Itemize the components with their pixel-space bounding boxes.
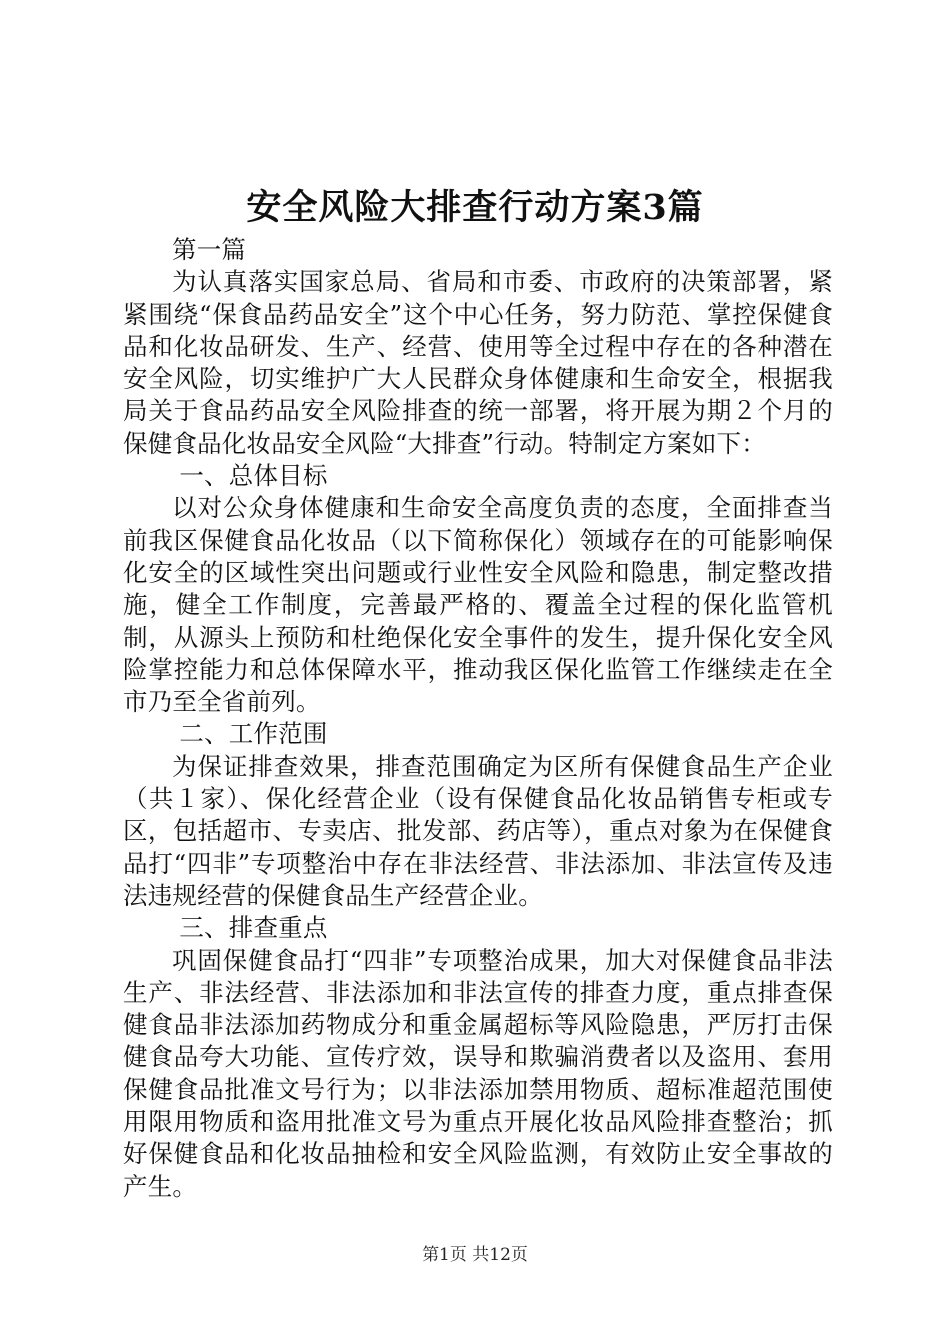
part-label: 第一篇 xyxy=(172,235,247,264)
section-heading-goal: 一、总体目标 xyxy=(179,461,328,491)
paragraph-goal: 以对公众身体健康和生命安全高度负责的态度，全面排查当前我区保健食品化妆品（以下简称保化）领域存在的可能影响保化安全的区域性突出问题或行业性安全风险和隐患，制定整改措施，健全工作制度，完善最严格的、覆盖全过程的保化监管机制，从源头上预防和杜绝保化安全事件的发生，提升保化安全风险掌控能力和总体保障水平，推动我区保化监管工作继续走在全市乃至全省前列。 xyxy=(123,493,833,717)
section-heading-scope: 二、工作范围 xyxy=(179,719,328,749)
document-title: 安全风险大排查行动方案3篇 xyxy=(246,187,704,228)
paragraph-scope: 为保证排查效果，排查范围确定为区所有保健食品生产企业（共１家）、保化经营企业（设有保健食品化妆品销售专柜或专区，包括超市、专卖店、批发部、药店等），重点对象为在保健食品打“四非”专项整治中存在非法经营、非法添加、非法宣传及违法违规经营的保健食品生产经营企业。 xyxy=(123,751,833,910)
paragraph-focus: 巩固保健食品打“四非”专项整治成果，加大对保健食品非法生产、非法经营、非法添加和非法宣传的排查力度，重点排查保健食品非法添加药物成分和重金属超标等风险隐患，严厉打击保健食品夸大功能、宣传疗效，误导和欺骗消费者以及盗用、套用保健食品批准文号行为；以非法添加禁用物质、超标准超范围使用限用物质和盗用批准文号为重点开展化妆品风险排查整治；抓好保健食品和化妆品抽检和安全风险监测，有效防止安全事故的产生。 xyxy=(123,945,833,1201)
document-body xyxy=(123,234,833,1203)
page-footer: 第1页 共12页 xyxy=(422,1245,528,1265)
paragraph-intro: 为认真落实国家总局、省局和市委、市政府的决策部署，紧紧围绕“保食品药品安全”这个中心任务，努力防范、掌控保健食品和化妆品研发、生产、经营、使用等全过程中存在的各种潜在安全风险，切实维护广大人民群众身体健康和生命安全，根据我局关于食品药品安全风险排查的统一部署，将开展为期２个月的保健食品化妆品安全风险“大排查”行动。特制定方案如下： xyxy=(123,267,833,458)
section-heading-focus: 三、排查重点 xyxy=(179,913,328,943)
